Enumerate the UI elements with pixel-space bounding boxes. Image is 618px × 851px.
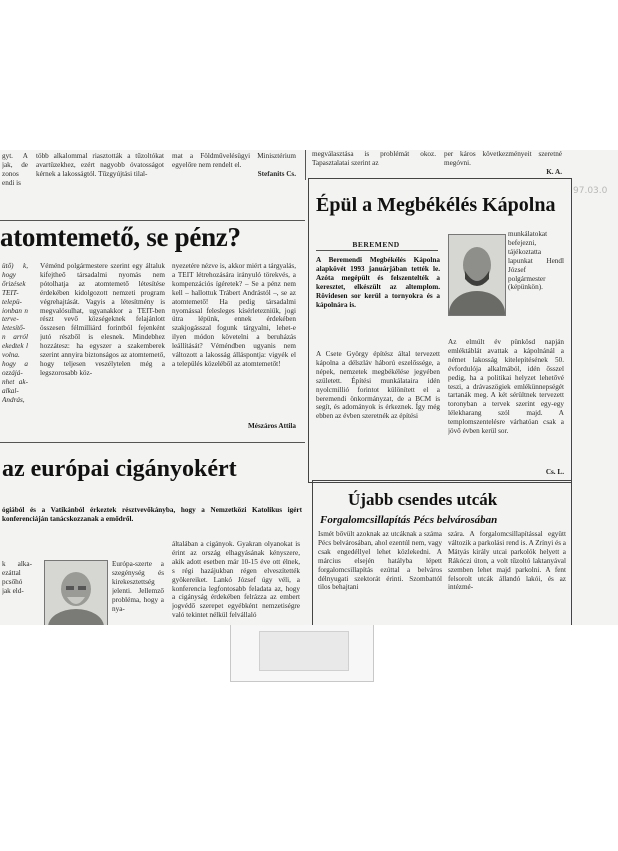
article-temeto-headline: atomtemető, se pénz? <box>0 222 241 252</box>
article-kapolna-photo-caption: munkálatokat befejezni, tájékoztatta lapunkat Hendl József polgármester (képünkön). <box>508 230 564 292</box>
article-kapolna-place: BEREMEND <box>352 240 400 249</box>
article-kapolna-signature: Cs. L. <box>545 468 564 476</box>
article-utcak-right-column: szára. A forgalomcsillapítással együtt változik a parkolási rend is. A Zrínyi és a Mátyás király utcai parkolók helyett a Rákóczi úton, a volt tűzoltó laktanyával szemben lehet majd parkolni. A fent felsorolt utcák állandó lakói, és az intézmé- <box>448 530 566 592</box>
article-utcak-headline: Újabb csendes utcák <box>348 490 498 509</box>
article-temeto-signature: Mészáros Attila <box>248 422 296 430</box>
portrait-icon <box>45 561 107 625</box>
article-kapolna-right-column: Az elmúlt év pünkösd napján emléktáblát avattak a kápolnánál a német lakosság kitelepítésének 50. évfordulója alkalmából, idén ősszel pedig, ha a politikai helyzet lehetővé teszi, a drávaszögiek emlékünnepségét tartanák meg. A két sérültnek tervezett toronyban a tervek szerint egy-egy lélekharang szól majd. A templomszentelésre várhatóan csak a jövő évben kerül sor. <box>448 338 564 436</box>
top-strip-col3: mat a Földművelésügyi Minisztérium egyelőre nem rendelt el. Stefanits Cs. <box>172 152 296 178</box>
article-temeto-left-column: ütő) k, hogy őrizések TEIT- telepü- ionban n terve- letesítő- n arról ekedtek l volna. hogy a ozzájá- nhet ak- alkal- András, <box>2 262 28 404</box>
article-kapolna-headline: Épül a Megbékélés Kápolna <box>316 194 556 216</box>
paper-fold-tab <box>230 625 374 682</box>
portrait-icon <box>449 235 505 315</box>
article-ciganyok-photo-column: Európa-szerte a szegénység és kirekesztettség jelenti. Jellemző probléma, hogy a nya- <box>112 560 164 613</box>
date-stamp: 97.03.0 <box>573 186 608 196</box>
top-strip-col3-signature: Stefanits Cs. <box>257 169 296 178</box>
article-ciganyok-left-column: k alka- ezáttal pcsőhó jak eld- <box>2 560 32 595</box>
article-kapolna-body: A Csete György építész által tervezett kápolna a délszláv háború eszelőssége, a népek, nemzetek megbékélése jegyében született. Építési munkálataira idén nyolcmillió forintot különített el a beremendi önkormányzat, de a BCM is segít, és adományok is érkeznek. Így még ebben az évben szeretnék az építési <box>316 350 440 421</box>
top-strip-col2: több alkalommal riasztották a tűzoltókat avartüzekhez, ezért nagyobb óvatosságot kérnek a lakosságtól. Tűzgyújtási tilal- <box>36 152 164 178</box>
top-strip-col5-signature: K. A. <box>546 167 562 174</box>
divider <box>0 442 305 443</box>
article-ciganyok-right-column: általában a cigányok. Gyakran olyanokat is érint az ország elhagyásának kényszere, akik adott esetben már 10-15 éve ott élnek, s régi hazájukban régen elveszítették gyökereiket. Lankó József úgy véli, a konferencia legfontosabb feladata az, hogy a cigányság érdekében felrázza az embert jogvédő szerepet egyébként nemzetiségre való tekintet nélkül felvállaló <box>172 540 300 620</box>
divider <box>305 150 306 180</box>
newspaper-clipping <box>0 150 618 625</box>
article-temeto-right-column: nyezetére nézve is, akkor miért a tárgyalás, a TEIT létrehozására irányuló törekvés, a kompenzációs ígéretek? – Se a pénz nem kell – hallottuk Trábert Andrástól –, se az atomtemető! Ha pedig társadalmi nyomással felesleges kísérletezniük, jogi útra lépünk, ennek érdekében szakjogásszal fogunk tárgyalni, lehet-e ilyen módon követelni a beruházás leállítását? Véméndben ugyanis nem változott a lakosság álláspontja: vigyék el a település közeléből az atomtemetőt! <box>172 262 296 368</box>
divider <box>316 250 438 251</box>
article-temeto-mid-column: Véménd polgármestere szerint egy általuk kifejtheő társadalmi nyomás nem pótolhatja az atomtemető létesítése érdekében kidolgozott nemzeti program végrehajtását. Vagyis a létesítmény is megvalósulhat, ugyanakkor a TEIT-ben részt vevő községeknek felajánlott összesen félmilliárd forintból fejenként jutó részből is elesnek. Mindebhez hozzátesz: ha egyszer a szakemberek szerint annyira biztonságos az atomtemető, hogy teljesen veszélytelen még a legszorosabb köz- <box>40 262 165 377</box>
paper-fold-inner <box>259 631 349 671</box>
article-utcak-subheadline: Forgalomcsillapítás Pécs belvárosában <box>320 514 498 526</box>
divider <box>0 220 305 221</box>
article-utcak-left-column: Ismét bővült azoknak az utcáknak a száma Pécs belvárosában, ahol ezentúl nem, vagy csak engedéllyel lehet közlekedni. A március elsején hatályba lépett forgalomcsillapítás ezúttal a belváros délnyugati szektorát érinti. Szombattól tilos behajtani <box>318 530 442 592</box>
article-ciganyok-headline: az európai cigányokért <box>2 456 237 482</box>
mayor-photo <box>448 234 506 316</box>
top-strip-col1: gyt. A jak, de zonos endi is <box>2 152 28 187</box>
article-kapolna-lead: A Beremendi Megbékélés Kápolna alapkövét 1993 januárjában tették le. Azóta megépült és felszentelték a keresztet, elkészült az altemplom. Rövidesen sor kerül a tornyokra és a kápolnára is. <box>316 256 440 309</box>
article-ciganyok-lead: ógiából és a Vatikánból érkeztek résztvevőkányba, hogy a Nemzetközi Katolikus igért konferenciáján tanácskozzanak a emődről. <box>2 506 302 523</box>
portrait-photo <box>44 560 108 625</box>
top-strip-col5: per káros következményeit szeretné megóvni. K. A. <box>444 150 562 174</box>
top-strip-col4: megválasztása is problémát okoz. Tapasztalatai szerint az <box>312 150 436 167</box>
